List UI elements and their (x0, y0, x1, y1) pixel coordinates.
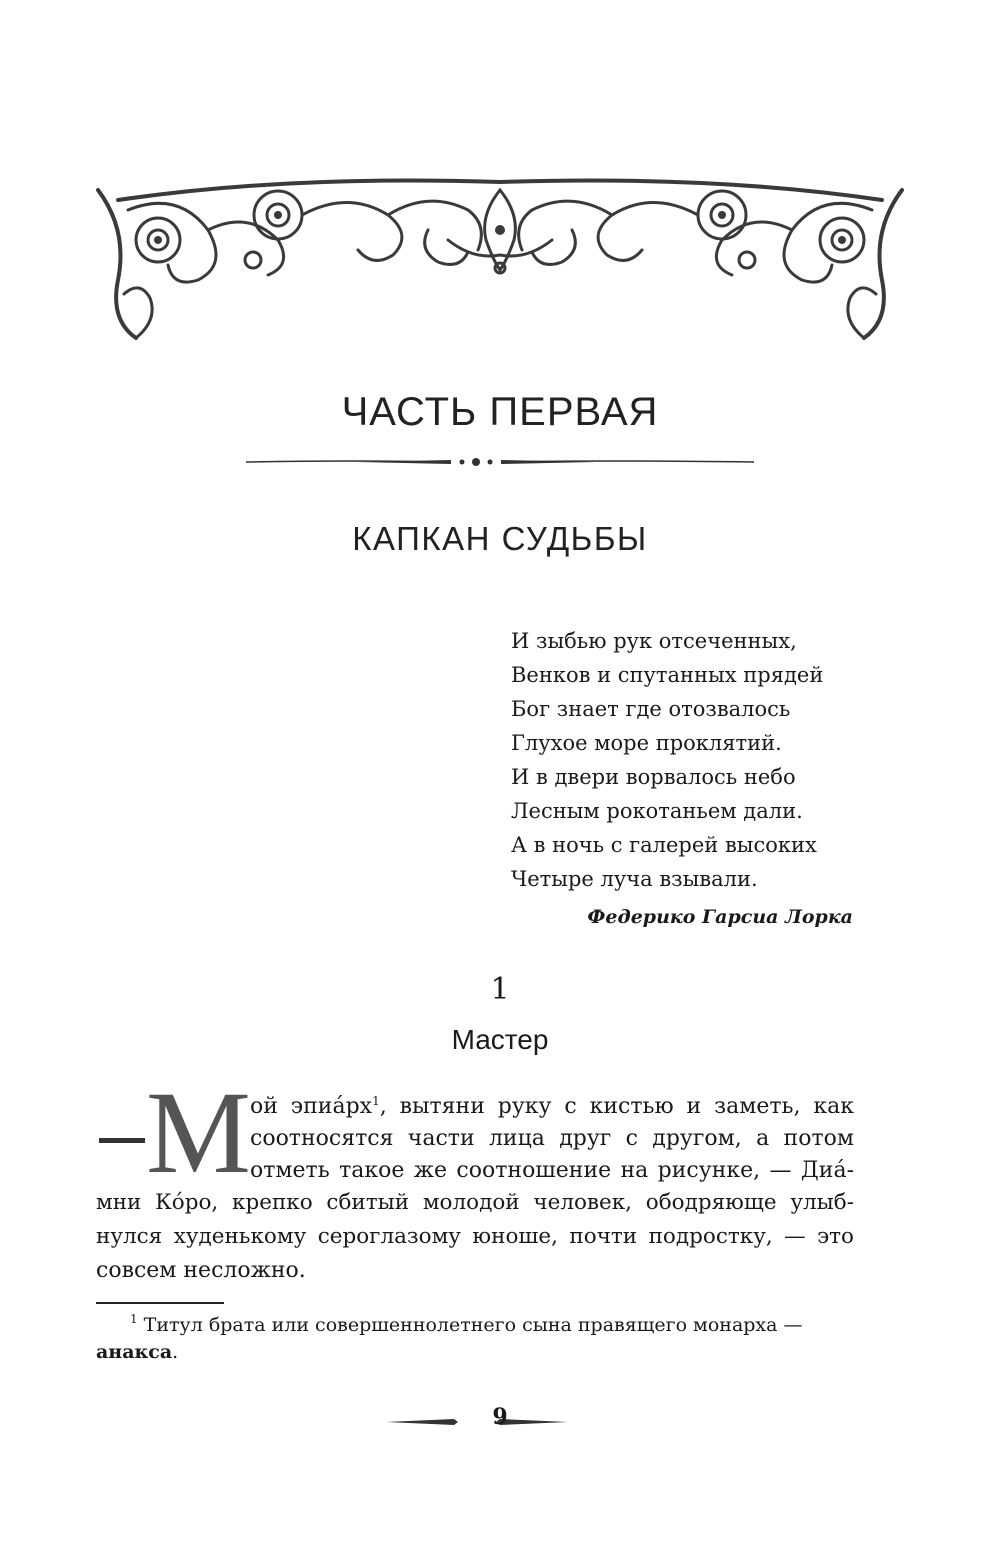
body-line: соотносятся части лица друг с другом, а потом (250, 1126, 854, 1151)
chapter-name: Мастер (451, 1024, 549, 1055)
epigraph-line: Четыре луча взывали. (511, 867, 758, 891)
footnote-rule (96, 1302, 224, 1304)
page-number: 9 (492, 1404, 508, 1430)
epigraph-line: Венков и спутанных прядей (511, 663, 824, 687)
dialogue-dash (99, 1138, 145, 1143)
drop-cap: М (146, 1067, 251, 1198)
epigraph-line: Глухое море проклятий. (511, 731, 782, 755)
chapter-title: КАПКАН СУДЬБЫ (352, 520, 648, 557)
footnote: $^1$ Титул брата или совершеннолетнего сына правящего монарха — анакса. (96, 1312, 803, 1363)
dotted-divider-icon (246, 452, 754, 472)
chapter-number: 1 (490, 972, 510, 1007)
epigraph-author: Федерико Гарсиа Лорка (587, 906, 853, 928)
body-line: мни Кóро, крепко сбитый молодой человек, ободряюще улыб- (96, 1190, 854, 1215)
epigraph-line: Бог знает где отозвалось (511, 697, 791, 721)
baroque-scroll-ornament-icon (88, 170, 912, 350)
footnote-marker: 1 (130, 1312, 138, 1326)
part-title: ЧАСТЬ ПЕРВАЯ (341, 390, 659, 434)
footnote-bold-word: анакса (96, 1341, 173, 1363)
epigraph-line: Лесным рокотаньем дали. (511, 799, 803, 823)
epigraph-line: А в ночь с галерей высоких (511, 833, 817, 857)
footnote-ref[interactable]: 1 (372, 1094, 380, 1108)
body-line: нулся худенькому сероглазому юноше, почти подростку, — это (96, 1224, 854, 1249)
epigraph-line: И в двери ворвалось небо (511, 765, 796, 789)
epigraph-line: И зыбью рук отсеченных, (511, 629, 797, 653)
epigraph (511, 624, 871, 896)
body-line: совсем несложно. (96, 1258, 306, 1283)
body-line: отметь такое же соотношение на рисунке, — Диá- (250, 1158, 854, 1183)
body-line: ой эпиáрх$^1$, вытяни руку с кистью и заметь, как (250, 1094, 854, 1119)
